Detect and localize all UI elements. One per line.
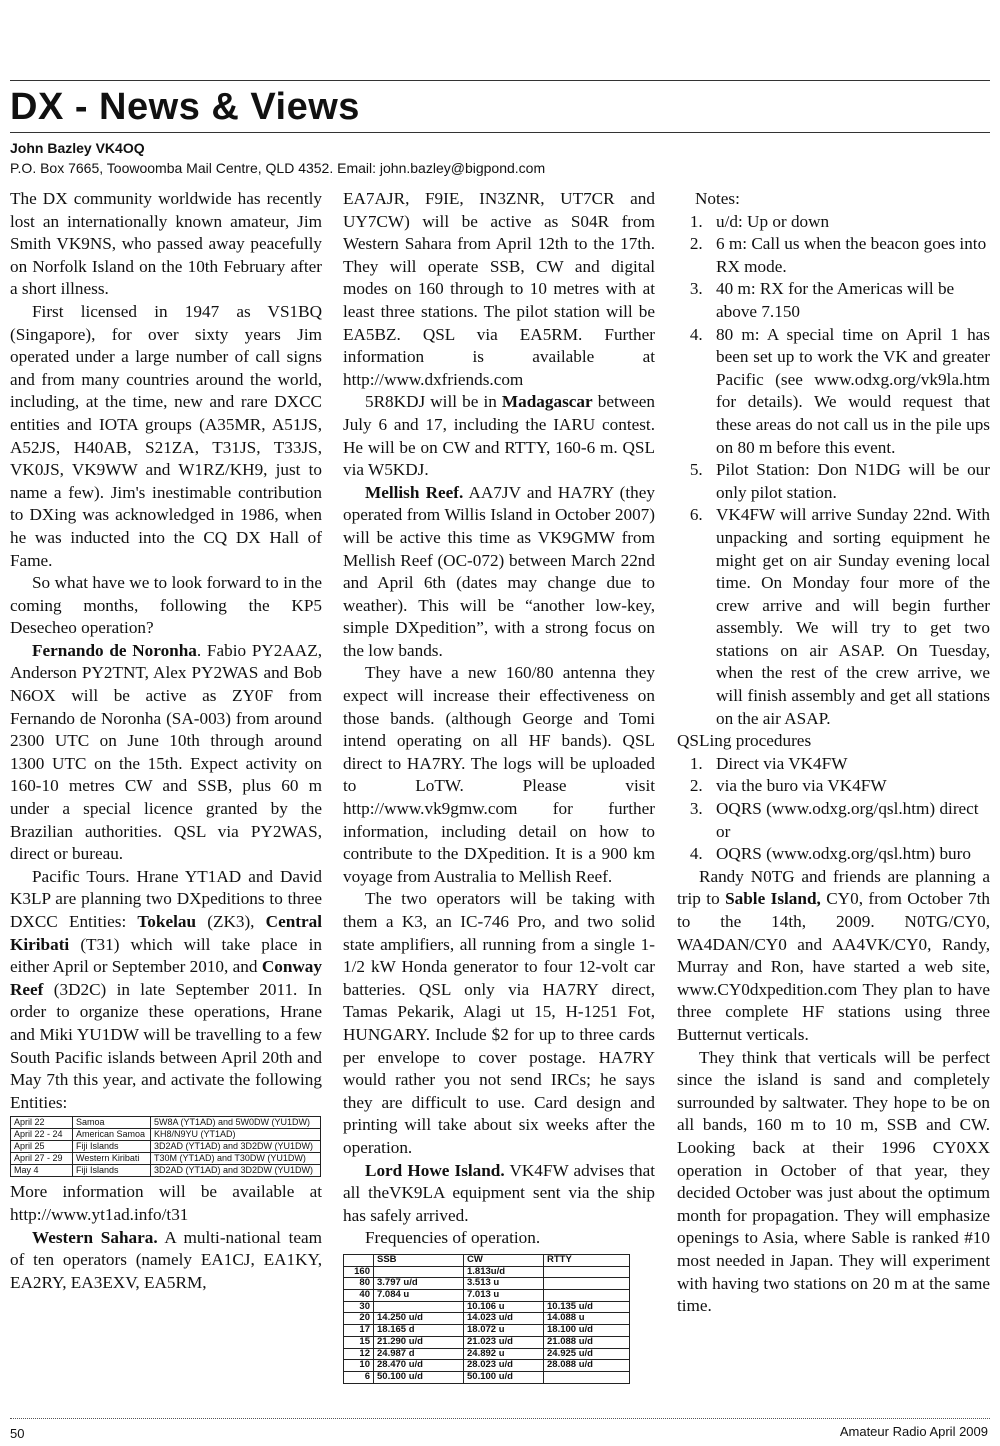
table-row: May 4 Fiji Islands 3D2AD (YT1AD) and 3D2DW (YU1DW) bbox=[11, 1165, 321, 1177]
table-row: 20 14.250 u/d 14.023 u/d 14.088 u bbox=[344, 1313, 630, 1325]
column-1 bbox=[10, 188, 322, 1294]
column-3 bbox=[677, 188, 990, 1318]
section-heading: Mellish Reef. bbox=[365, 482, 464, 502]
list-item: 2. via the buro via VK4FW bbox=[707, 775, 990, 798]
paragraph: More information will be available at http://www.yt1ad.info/t31 bbox=[10, 1182, 322, 1224]
section-heading: Lord Howe Island. bbox=[365, 1160, 505, 1180]
table-row: 30 10.106 u 10.135 u/d bbox=[344, 1301, 630, 1313]
list-item: 1. u/d: Up or down bbox=[707, 211, 990, 234]
table-row: 160 1.813u/d bbox=[344, 1266, 630, 1278]
paragraph: Western Sahara. A multi-national team of ten operators (namely EA1CJ, EA1KY, EA2RY, EA3EXV, EA5RM, bbox=[10, 1227, 323, 1292]
section-heading: Central Kiribati bbox=[10, 912, 322, 954]
table-row: April 22 - 24 American Samoa KH8/N9YU (YT1AD) bbox=[11, 1129, 321, 1141]
paragraph: Mellish Reef. AA7JV and HA7RY (they operated from Willis Island in October 2007) will be active this time as VK9GMW from Mellish Reef (OC-072) between March 22nd and April 6th (dates may change due to weather). This will be “another low-key, simple DXpedition”, with a strong focus on the low bands. bbox=[343, 482, 655, 660]
section-heading: Conway Reef bbox=[10, 957, 322, 999]
paragraph: First licensed in 1947 as VS1BQ (Singapore), for over sixty years Jim operated under a large number of call signs and from many countries around the world, including, at the time, new and rare DXCC entities and IOTA groups (A35MR, A51JS, A52JS, H40AB, S21ZA, T31JS, T33JS, VK0JS, VK9WW and W1RZ/KH9, just to name a few). Jim's inestimable contribution to DXing was acknowledged in 1986, when he was inducted into the CQ DX Hall of Fame. bbox=[10, 301, 322, 570]
paragraph: Pacific Tours. Hrane YT1AD and David K3LP are planning two DXpeditions to three DXCC Entities: Tokelau (ZK3), Central Kiribati (T31) which will take place in either April or September 2010, and Conway Reef (3D2C) in late September 2011. In order to organize these operations, Hrane and Miki YU1DW will be travelling to a few South Pacific islands between April 20th and May 7th this year, and activate the following Entities: bbox=[10, 866, 322, 1112]
table-row: 40 7.084 u 7.013 u bbox=[344, 1290, 630, 1302]
table-row: 10 28.470 u/d 28.023 u/d 28.088 u/d bbox=[344, 1360, 630, 1372]
article-title: DX - News & Views bbox=[10, 86, 360, 128]
paragraph: Frequencies of operation. bbox=[365, 1228, 541, 1248]
list-item: 3. 40 m: RX for the Americas will be above 7.150 bbox=[707, 278, 990, 323]
page-number: 50 bbox=[10, 1426, 25, 1441]
table-row: April 25 Fiji Islands 3D2AD (YT1AD) and 3D2DW (YU1DW) bbox=[11, 1141, 321, 1153]
publication-name: Amateur Radio April 2009 bbox=[839, 1424, 988, 1439]
table-row: 17 18.165 d 18.072 u 18.100 u/d bbox=[344, 1325, 630, 1337]
section-heading: Tokelau bbox=[137, 912, 197, 931]
section-heading: Western Sahara. bbox=[32, 1227, 158, 1247]
qsl-title: QSLing procedures bbox=[677, 731, 812, 751]
author-name: John Bazley VK4OQ bbox=[10, 140, 145, 156]
table-row: April 22 Samoa 5W8A (YT1AD) and 5W0DW (YU1DW) bbox=[11, 1117, 321, 1129]
list-item: 6. VK4FW will arrive Sunday 22nd. With unpacking and sorting equipment he might get on air Sunday evening local time. On Monday four more of the crew arrive and will begin further assembly. We will try to get two stations on air ASAP. On Tuesday, when the rest of the crew arrive, we will finish assembly and get all stations on the air ASAP. bbox=[707, 504, 990, 730]
list-item: 4. OQRS (www.odxg.org/qsl.htm) buro bbox=[707, 843, 990, 866]
table-row: 15 21.290 u/d 21.023 u/d 21.088 u/d bbox=[344, 1336, 630, 1348]
section-heading: Madagascar bbox=[501, 392, 593, 412]
table-row: 80 3.797 u/d 3.513 u bbox=[344, 1278, 630, 1290]
list-item: 3. OQRS (www.odxg.org/qsl.htm) direct or bbox=[707, 798, 990, 843]
paragraph: 5R8KDJ will be in Madagascar between July 6 and 17, including the IARU contest. He will be on CW and RTTY, 160-6 m. QSL via W5KDJ. bbox=[343, 392, 655, 480]
table-row: 12 24.987 d 24.892 u 24.925 u/d bbox=[344, 1348, 630, 1360]
qsl-list bbox=[677, 753, 990, 866]
paragraph: The DX community worldwide has recently lost an internationally known amateur, Jim Smith VK9NS, who passed away peacefully on Norfolk Island on the 10th February after a short illness. bbox=[10, 189, 322, 299]
tour-schedule-table bbox=[10, 1116, 321, 1177]
table-header-row: SSB CW RTTY bbox=[344, 1254, 630, 1266]
notes-list bbox=[677, 211, 990, 731]
table-row: April 27 - 29 Western Kiribati T30M (YT1AD) and T30DW (YU1DW) bbox=[11, 1153, 321, 1165]
list-item: 5. Pilot Station: Don N1DG will be our only pilot station. bbox=[707, 459, 990, 504]
paragraph: Randy N0TG and friends are planning a trip to Sable Island, CY0, from October 7th to the 14th, 2009. N0TG/CY0, WA4DAN/CY0 and AA4VK/CY0, Randy, Murray and Ron, have started a web site, www.CY0dxpedition.com They plan to have three complete HF stations using three Butternut verticals. bbox=[677, 866, 990, 1044]
frequency-table bbox=[343, 1254, 630, 1384]
list-item: 2. 6 m: Call us when the beacon goes into RX mode. bbox=[707, 233, 990, 278]
notes-title: Notes: bbox=[695, 189, 740, 208]
paragraph: The two operators will be taking with them a K3, an IC-746 Pro, and two solid state amplifiers, all running from a single 1-1/2 kW Honda generator to four 12-volt car batteries. QSL only via HA7RY direct, Tamas Pekarik, Alagi ut 15, H-1251 Fot, HUNGARY. Include $2 for up to three cards per envelope to cover postage. HA7RY would rather you not send IRCs; he says they are difficult to use. Card design and printing will take about six weeks after the operation. bbox=[343, 889, 655, 1157]
list-item: 4. 80 m: A special time on April 1 has been set up to work the VK and greater Pacific (see www.odxg.org/vk9la.htm for details). We would request that these areas do not call us in the pile ups on 80 m before this event. bbox=[707, 324, 990, 460]
paragraph: They have a new 160/80 antenna they expect will increase their effectiveness on those bands. (although George and Tomi intend operating on all HF bands). QSL direct to HA7RY. The logs will be uploaded to LoTW. Please visit http://www.vk9gmw.com for further information, including detail on how to contribute to the DXpedition. It is a 900 km voyage from Australia to Mellish Reef. bbox=[343, 663, 655, 886]
column-2 bbox=[343, 188, 655, 1384]
top-rule bbox=[10, 80, 990, 81]
paragraph: So what have we to look forward to in the coming months, following the KP5 Desecheo operation? bbox=[10, 573, 322, 638]
table-row: 6 50.100 u/d 50.100 u/d bbox=[344, 1371, 630, 1383]
paragraph: Fernando de Noronha. Fabio PY2AAZ, Anderson PY2TNT, Alex PY2WAS and Bob N6OX will be active as ZY0F from Fernando de Noronha (SA-003) from around 2300 UTC on June 10th through around 1300 UTC on the 15th. Expect activity on 160-10 metres CW and SSB, plus 60 m under a special licence granted by the Brazilian authorities. QSL via PY2WAS, direct or bureau. bbox=[10, 640, 322, 864]
author-address: P.O. Box 7665, Toowoomba Mail Centre, QLD 4352. Email: john.bazley@bigpond.com bbox=[10, 160, 546, 176]
paragraph: They think that verticals will be perfect since the island is sand and completely surrounded by saltwater. They hope to be on all bands, 160 m to 10 m, SSB and CW. Looking back at their 1996 CY0XX operation in October of that year, they decided October was just about the optimum month for propagation. They will emphasize openings to Asia, where Sable is ranked #10 most needed in Japan. They will experiment with having two stations on 20 m at the same time. bbox=[677, 1047, 990, 1316]
list-item: 1. Direct via VK4FW bbox=[707, 753, 990, 776]
section-heading: Sable Island, bbox=[725, 889, 821, 909]
paragraph: EA7AJR, F9IE, IN3ZNR, UT7CR and UY7CW) will be active as S04R from Western Sahara from April 12th to the 17th. They will operate SSB, CW and digital modes on 160 through to 10 metres with at least three stations. The pilot station will be EA5BZ. QSL via EA5RM. Further information is available at http://www.dxfriends.com bbox=[343, 189, 655, 389]
title-rule bbox=[10, 132, 990, 133]
section-heading: Fernando de Noronha bbox=[32, 640, 197, 660]
footer-rule bbox=[10, 1418, 990, 1419]
paragraph: Lord Howe Island. VK4FW advises that all theVK9LA equipment sent via the ship has safely arrived. bbox=[343, 1160, 655, 1225]
